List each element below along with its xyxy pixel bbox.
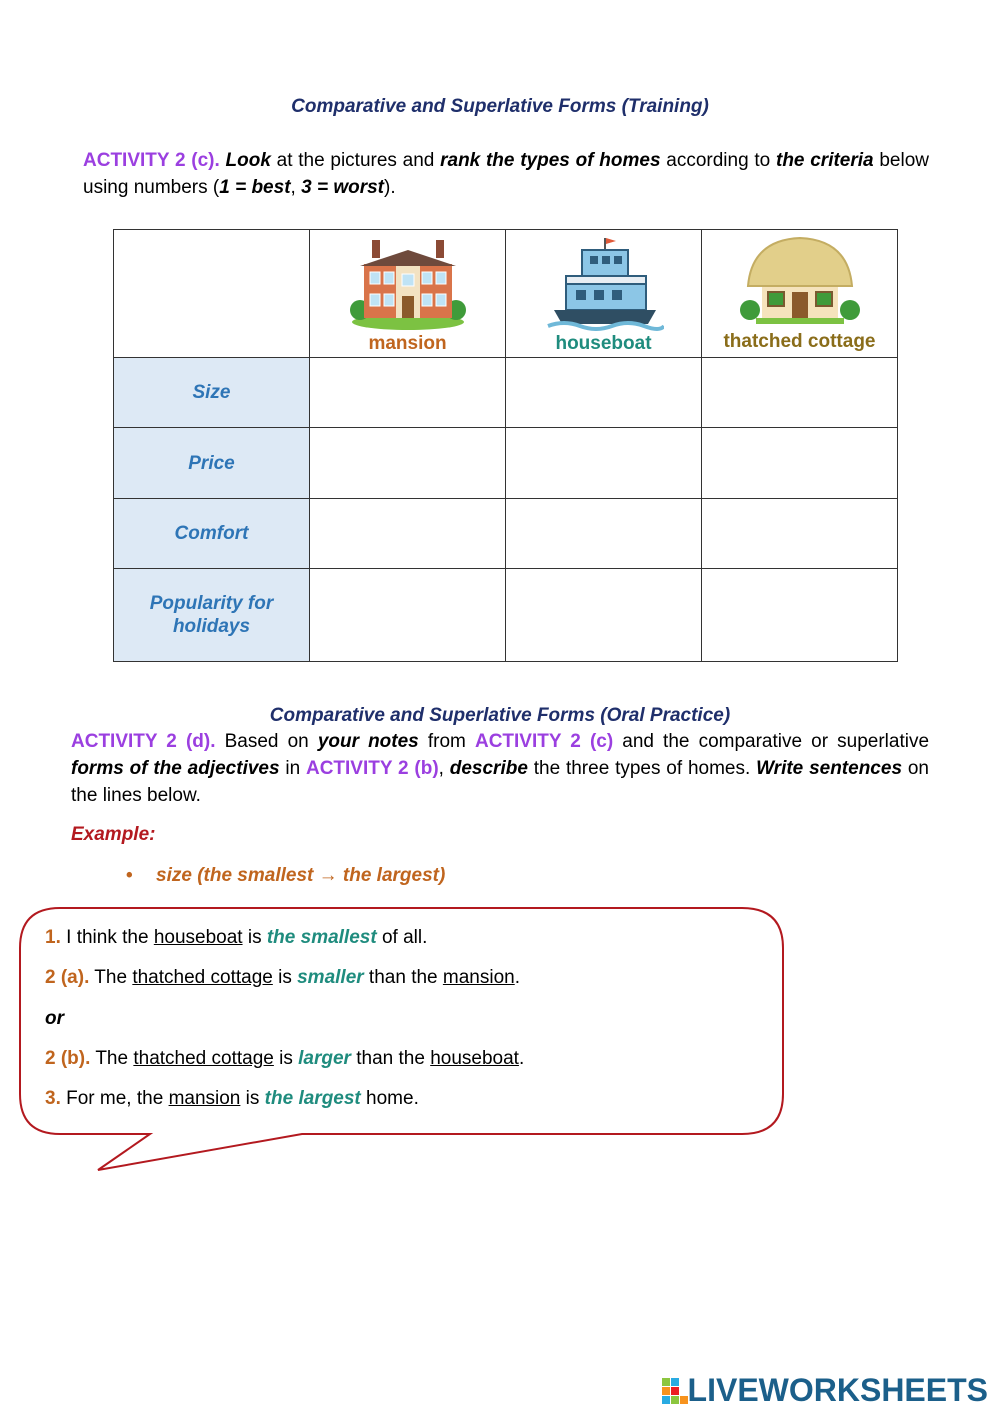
answer-cell[interactable] [506, 428, 702, 499]
mansion-header [310, 230, 506, 358]
answer-cell[interactable] [702, 569, 898, 662]
houseboat-header [506, 230, 702, 358]
empty-corner-cell [114, 230, 310, 358]
answer-cell[interactable] [702, 428, 898, 499]
sentence-2b: 2 (b). The thatched cottage is larger than the houseboat. [45, 1048, 525, 1069]
answer-cell[interactable] [310, 358, 506, 428]
brand-name: LIVEWORKSHEETS [687, 1372, 988, 1408]
ranking-table [113, 229, 898, 662]
footer-brand[interactable] [662, 1372, 988, 1409]
table-row [114, 428, 898, 499]
home-label-mansion: mansion [368, 333, 447, 354]
answer-cell[interactable] [506, 499, 702, 569]
or-label: or [45, 1008, 64, 1029]
answer-cell[interactable] [702, 499, 898, 569]
sentence-1: 1. I think the houseboat is the smallest of all. [45, 927, 428, 948]
home-label-houseboat: houseboat [555, 333, 652, 354]
table-row [114, 569, 898, 662]
oral-instructions: ACTIVITY 2 (d). Based on your notes from ACTIVITY 2 (c) and the comparative or superlative forms of the adjectives in ACTIVITY 2 (b), describe the three types of homes. Write sentences on the lines below. [71, 731, 930, 806]
criterion-price: Price [114, 428, 310, 499]
answer-cell[interactable] [310, 428, 506, 499]
training-title: Comparative and Superlative Forms (Training) [291, 96, 709, 117]
criterion-size: Size [114, 358, 310, 428]
sentence-3: 3. For me, the mansion is the largest home. [45, 1088, 419, 1109]
answer-cell[interactable] [506, 358, 702, 428]
liveworksheets-logo-icon [662, 1378, 688, 1404]
activity-label: ACTIVITY 2 (c). [83, 150, 220, 171]
thatched-cottage-icon [740, 236, 860, 331]
criterion-popularity: Popularity for holidays [114, 569, 310, 662]
answer-cell[interactable] [310, 569, 506, 662]
example-label: Example: [71, 824, 156, 845]
answer-cell[interactable] [702, 358, 898, 428]
sentence-2a: 2 (a). The thatched cottage is smaller than the mansion. [45, 967, 520, 988]
home-label-thatched-cottage: thatched cottage [723, 331, 876, 352]
houseboat-icon [544, 236, 664, 331]
answer-cell[interactable] [310, 499, 506, 569]
table-row [114, 499, 898, 569]
thatched-cottage-header [702, 230, 898, 358]
criterion-comfort: Comfort [114, 499, 310, 569]
answer-cell[interactable] [506, 569, 702, 662]
mansion-icon [348, 236, 468, 331]
oral-title: Comparative and Superlative Forms (Oral Practice) [269, 705, 731, 726]
example-bullet: • size (the smallest → the largest) [126, 865, 446, 886]
training-instructions: ACTIVITY 2 (c). Look at the pictures and rank the types of homes according to the criteria below using numbers (1 = best, 3 = worst). [83, 150, 930, 198]
table-row [114, 358, 898, 428]
